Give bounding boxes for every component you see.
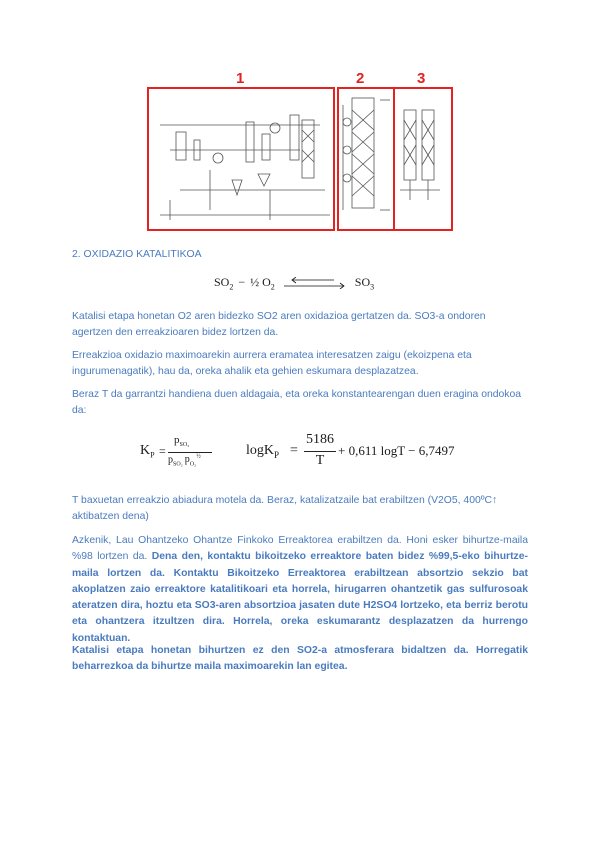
log-kp-symbol: logK$_P$ [246, 443, 280, 460]
paragraph-2: Erreakzioa oxidazio maximoarekin aurrera eramatea interesatzen zaigu (ekoizpena eta ingurumenagatik), hau da, oreka ahalik eta gehien eskumara desplazatzea. [72, 350, 472, 377]
paragraph-1: Katalisi etapa honetan O2 aren bidezko SO2 aren oxidazioa gertatzen da. SO3-a ondoren agertzen den erreakzioaren bidez lortzen da. [72, 311, 486, 338]
figure-label-2: 2 [356, 70, 365, 87]
fraction-denominator: T [315, 453, 325, 468]
section-box-3 [394, 88, 452, 230]
kp-denominator: $p_{SO_2}$ $p_{O_2}^{\frac{1}{2}}$ [168, 454, 201, 468]
kp-numerator: $p_{SO_3}$ [174, 434, 190, 449]
paragraph-5 [72, 533, 528, 647]
reaction-equation [214, 275, 384, 295]
equilibrium-arrow [282, 277, 348, 289]
kp-definition [140, 432, 230, 472]
equation-rest: + 0,611 logT − 6,7497 [338, 443, 455, 458]
flow-diagram [160, 98, 440, 220]
paragraph-4: T baxuetan erreakzio abiadura motela da. Beraz, katalizatzaile bat erabiltzen (V2O5, 400ºC↑ aktibatzen dena) [72, 495, 498, 522]
paragraph-5-normal: Azkenik, Lau Ohantzeko Ohantze Finkoko Erreaktorea erabiltzen da. Honi esker bihurtze-maila %98 lortzen da. [72, 535, 528, 563]
reactant-o2: $O_2$ [262, 275, 275, 292]
reactant-so2: $SO_2$ [214, 275, 234, 292]
log-equals: = [290, 443, 298, 458]
paragraph-3: Beraz T da garrantzi handiena duen aldagaia, eta oreka konstantearengan duen eragina ondokoa da: [72, 389, 522, 416]
section-box-2 [338, 88, 394, 230]
product-so3: $SO_3$ [354, 275, 375, 292]
reaction-operator: − [238, 275, 246, 289]
reactant-half: ½ [250, 275, 260, 289]
process-figure [140, 70, 460, 236]
log-kp-equation [246, 432, 476, 472]
paragraph-6: Katalisi etapa honetan bihurtzen ez den SO2-a atmosferara bidaltzen da. Horregatik beharrezkoa da bihurtze maila maximoarekin lan egitea. [72, 645, 528, 672]
kp-symbol: $K_P$ [140, 443, 155, 460]
paragraph-5-bold: Dena den, kontaktu bikoitzeko erreaktore baten bidez %99,5-eko bihurtze-maila lortzen da. Kontaktu Bikoitzeko Erreaktorea erabiltzean absortzio sekzio bat akoplatzen zaio erreaktore katalitikoari eta horrela, hirugarren ohantzetik gas sulfurosoak ateratzen dira, hoztu eta SO3-aren absortzioa jasaten dute H2SO4 lortzeko, eta berriz berotu eta ohantzera itzultzen dira. Horrela, oreka eskumarantz desplazatzen da hurrengo kontaktuan. [72, 551, 528, 644]
figure-label-1: 1 [236, 70, 245, 87]
section-heading: 2. OXIDAZIO KATALITIKOA [72, 249, 202, 260]
figure-label-3: 3 [417, 70, 426, 87]
fraction-numerator: 5186 [306, 432, 334, 447]
kp-equals: = [159, 444, 166, 458]
